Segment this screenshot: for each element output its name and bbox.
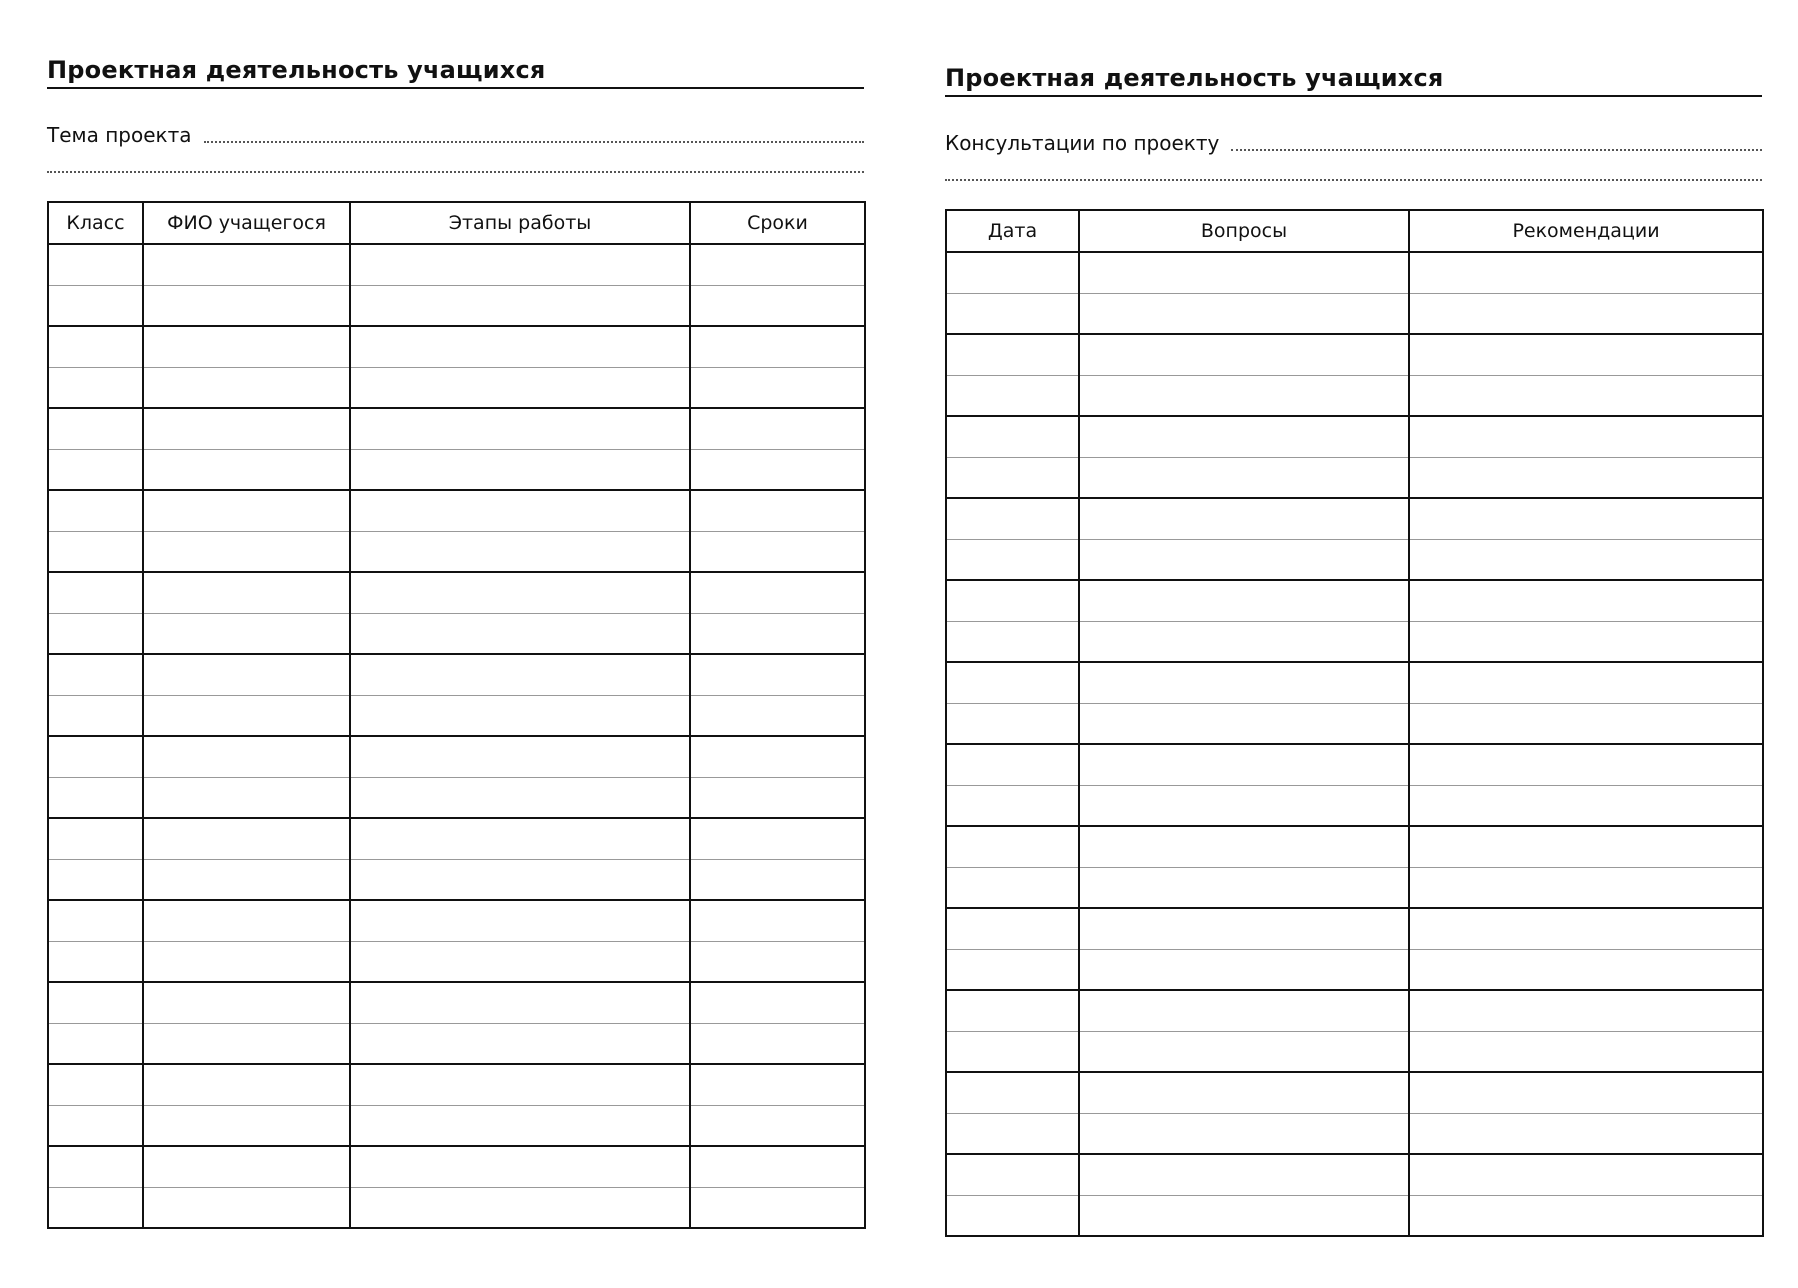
table-cell[interactable] bbox=[690, 572, 865, 654]
table-cell[interactable] bbox=[1409, 662, 1763, 744]
table-row bbox=[48, 408, 865, 490]
table-cell[interactable] bbox=[48, 244, 143, 326]
table-cell[interactable] bbox=[690, 326, 865, 408]
page-title: Проектная деятельность учащихся bbox=[47, 55, 864, 89]
page-title: Проектная деятельность учащихся bbox=[945, 63, 1762, 97]
table-cell[interactable] bbox=[1079, 416, 1409, 498]
consultations-dotted-line[interactable] bbox=[1231, 149, 1762, 151]
table-row bbox=[946, 662, 1763, 744]
table-cell[interactable] bbox=[48, 408, 143, 490]
table-cell[interactable] bbox=[946, 826, 1079, 908]
table-row bbox=[946, 744, 1763, 826]
table-cell[interactable] bbox=[690, 1146, 865, 1228]
table-cell[interactable] bbox=[1079, 908, 1409, 990]
table-row bbox=[946, 334, 1763, 416]
table-cell[interactable] bbox=[946, 252, 1079, 334]
table-cell[interactable] bbox=[350, 408, 690, 490]
table-row bbox=[946, 252, 1763, 334]
table-cell[interactable] bbox=[350, 490, 690, 572]
table-cell[interactable] bbox=[143, 900, 350, 982]
table-cell[interactable] bbox=[1409, 1154, 1763, 1236]
table-cell[interactable] bbox=[143, 736, 350, 818]
table-row bbox=[48, 900, 865, 982]
table-cell[interactable] bbox=[1409, 416, 1763, 498]
table-row bbox=[48, 326, 865, 408]
table-cell[interactable] bbox=[690, 490, 865, 572]
table-cell[interactable] bbox=[1079, 744, 1409, 826]
table-cell[interactable] bbox=[946, 744, 1079, 826]
table-cell[interactable] bbox=[1079, 990, 1409, 1072]
table-row bbox=[946, 498, 1763, 580]
column-header-deadlines: Сроки bbox=[690, 202, 865, 244]
table-cell[interactable] bbox=[690, 408, 865, 490]
table-cell[interactable] bbox=[143, 244, 350, 326]
table-cell[interactable] bbox=[48, 818, 143, 900]
table-row bbox=[48, 572, 865, 654]
table-cell[interactable] bbox=[48, 1064, 143, 1146]
table-cell[interactable] bbox=[946, 1072, 1079, 1154]
table-cell[interactable] bbox=[350, 818, 690, 900]
table-row bbox=[48, 1146, 865, 1228]
left-page bbox=[47, 0, 864, 1229]
column-header-recommendations: Рекомендации bbox=[1409, 210, 1763, 252]
column-header-date: Дата bbox=[946, 210, 1079, 252]
project-topic-label: Тема проекта bbox=[47, 123, 192, 147]
students-table bbox=[47, 201, 866, 1229]
table-cell[interactable] bbox=[946, 416, 1079, 498]
table-cell[interactable] bbox=[350, 1064, 690, 1146]
table-row bbox=[946, 1154, 1763, 1236]
table-cell[interactable] bbox=[1409, 334, 1763, 416]
table-row bbox=[48, 654, 865, 736]
table-cell[interactable] bbox=[946, 334, 1079, 416]
table-cell[interactable] bbox=[48, 736, 143, 818]
column-header-student-name: ФИО учащегося bbox=[143, 202, 350, 244]
table-cell[interactable] bbox=[1409, 580, 1763, 662]
table-cell[interactable] bbox=[143, 408, 350, 490]
table-cell[interactable] bbox=[143, 572, 350, 654]
table-cell[interactable] bbox=[350, 326, 690, 408]
table-cell[interactable] bbox=[1409, 826, 1763, 908]
table-cell[interactable] bbox=[946, 662, 1079, 744]
table-cell[interactable] bbox=[48, 982, 143, 1064]
table-cell[interactable] bbox=[1079, 498, 1409, 580]
table-cell[interactable] bbox=[946, 908, 1079, 990]
table-row bbox=[946, 1072, 1763, 1154]
table-cell[interactable] bbox=[946, 1154, 1079, 1236]
table-cell[interactable] bbox=[350, 1146, 690, 1228]
table-cell[interactable] bbox=[143, 982, 350, 1064]
table-cell[interactable] bbox=[1409, 990, 1763, 1072]
table-row bbox=[48, 736, 865, 818]
table-cell[interactable] bbox=[1409, 908, 1763, 990]
table-cell[interactable] bbox=[1079, 252, 1409, 334]
table-cell[interactable] bbox=[1079, 1154, 1409, 1236]
table-cell[interactable] bbox=[350, 982, 690, 1064]
table-cell[interactable] bbox=[946, 990, 1079, 1072]
table-cell[interactable] bbox=[48, 490, 143, 572]
table-cell[interactable] bbox=[946, 580, 1079, 662]
table-cell[interactable] bbox=[1079, 580, 1409, 662]
project-topic-field[interactable] bbox=[47, 119, 864, 147]
table-row bbox=[48, 490, 865, 572]
table-cell[interactable] bbox=[143, 654, 350, 736]
table-row bbox=[48, 244, 865, 326]
table-cell[interactable] bbox=[143, 818, 350, 900]
table-cell[interactable] bbox=[690, 244, 865, 326]
table-cell[interactable] bbox=[143, 326, 350, 408]
consultations-table bbox=[945, 209, 1764, 1237]
table-cell[interactable] bbox=[1079, 1072, 1409, 1154]
table-cell[interactable] bbox=[48, 1146, 143, 1228]
table-row bbox=[946, 580, 1763, 662]
table-cell[interactable] bbox=[1409, 252, 1763, 334]
table-cell[interactable] bbox=[690, 982, 865, 1064]
table-row bbox=[48, 1064, 865, 1146]
project-topic-dotted-line-2[interactable] bbox=[47, 171, 864, 173]
table-cell[interactable] bbox=[48, 654, 143, 736]
consultations-label: Консультации по проекту bbox=[945, 131, 1220, 155]
project-topic-dotted-line[interactable] bbox=[204, 141, 864, 143]
table-cell[interactable] bbox=[350, 654, 690, 736]
column-header-work-stages: Этапы работы bbox=[350, 202, 690, 244]
column-header-class: Класс bbox=[48, 202, 143, 244]
column-header-questions: Вопросы bbox=[1079, 210, 1409, 252]
table-cell[interactable] bbox=[690, 736, 865, 818]
table-cell[interactable] bbox=[690, 1064, 865, 1146]
table-cell[interactable] bbox=[143, 1064, 350, 1146]
table-cell[interactable] bbox=[350, 736, 690, 818]
table-cell[interactable] bbox=[690, 654, 865, 736]
table-cell[interactable] bbox=[690, 900, 865, 982]
table-cell[interactable] bbox=[350, 900, 690, 982]
table-cell[interactable] bbox=[946, 498, 1079, 580]
right-page bbox=[945, 0, 1762, 1237]
table-cell[interactable] bbox=[1079, 662, 1409, 744]
table-cell[interactable] bbox=[1409, 498, 1763, 580]
table-cell[interactable] bbox=[143, 490, 350, 572]
consultations-dotted-line-2[interactable] bbox=[945, 179, 1762, 181]
table-cell[interactable] bbox=[350, 244, 690, 326]
table-cell[interactable] bbox=[1079, 334, 1409, 416]
table-row bbox=[946, 826, 1763, 908]
table-cell[interactable] bbox=[1079, 826, 1409, 908]
table-cell[interactable] bbox=[350, 572, 690, 654]
table-row bbox=[48, 818, 865, 900]
table-cell[interactable] bbox=[1409, 1072, 1763, 1154]
table-row bbox=[946, 908, 1763, 990]
table-row bbox=[946, 990, 1763, 1072]
table-cell[interactable] bbox=[143, 1146, 350, 1228]
table-row bbox=[48, 982, 865, 1064]
table-cell[interactable] bbox=[690, 818, 865, 900]
table-row bbox=[946, 416, 1763, 498]
consultations-field[interactable] bbox=[945, 127, 1762, 155]
table-cell[interactable] bbox=[48, 326, 143, 408]
table-cell[interactable] bbox=[48, 572, 143, 654]
table-cell[interactable] bbox=[1409, 744, 1763, 826]
table-cell[interactable] bbox=[48, 900, 143, 982]
